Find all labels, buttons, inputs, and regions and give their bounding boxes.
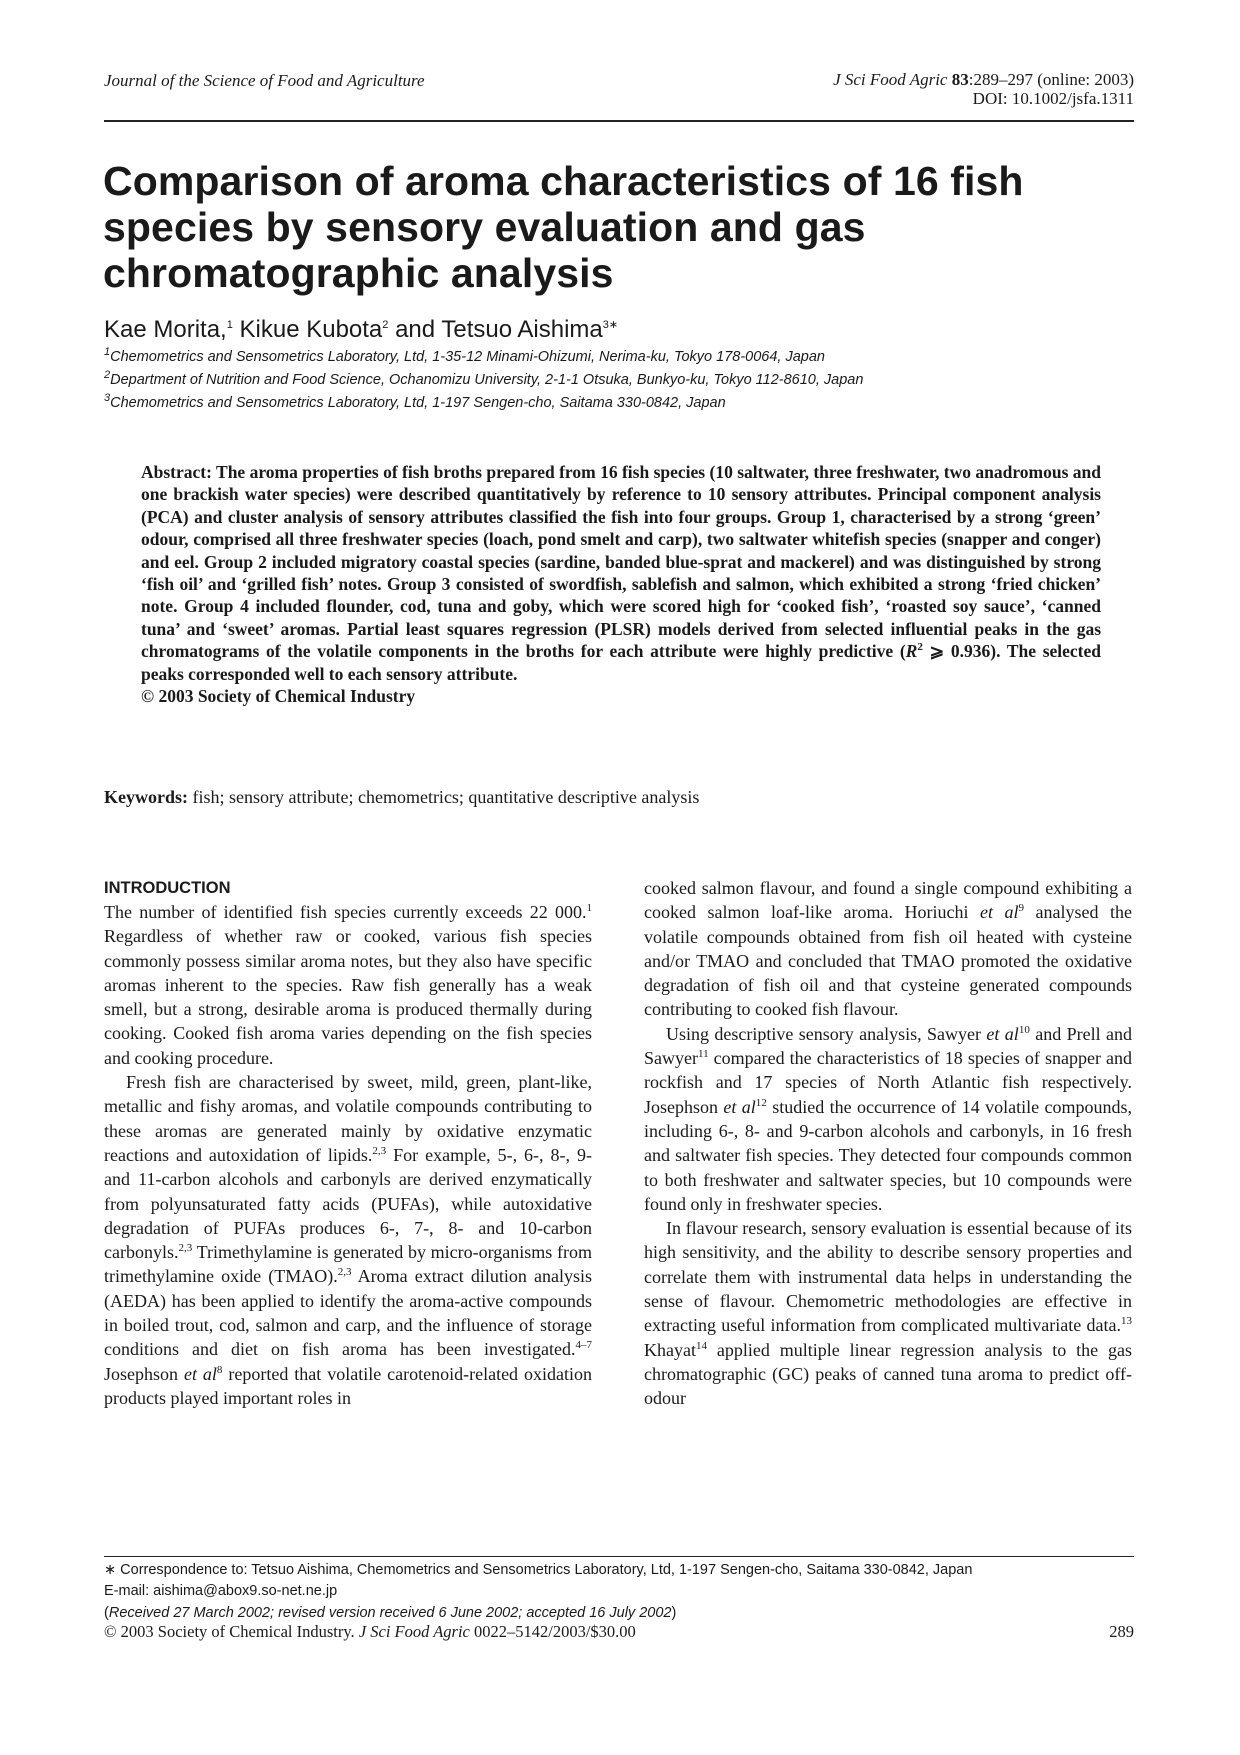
text-run: Trimethylamine is generated by micro-organisms from trimethylamine oxide (TMAO). — [104, 1242, 592, 1287]
author-line — [104, 316, 618, 344]
affiliation-text: Department of Nutrition and Food Science, Ochanomizu University, 2-1-1 Otsuka, Bunkyo-ku, Tokyo 112-8610, Japan — [110, 372, 864, 388]
paragraph — [644, 1022, 1132, 1216]
citation-sup: 1 — [586, 902, 592, 914]
affiliation-3 — [104, 392, 726, 411]
citation-volume: 83 — [951, 70, 969, 89]
citation-sup: 8 — [216, 1363, 223, 1376]
citation-sup: 2,3 — [372, 1144, 387, 1157]
author-sup: 2 — [382, 319, 389, 331]
et-al: et al — [986, 1023, 1019, 1044]
text-run: cooked salmon flavour, and found a single compound exhibiting a cooked salmon loaf-like aroma. Horiuchi — [644, 878, 1132, 923]
et-al: et al — [723, 1096, 756, 1117]
paragraph — [644, 1216, 1132, 1410]
citation-sup: 13 — [1121, 1315, 1132, 1328]
running-header-citation — [833, 70, 1134, 108]
keywords — [104, 787, 699, 808]
body-column-right — [644, 876, 1132, 1411]
abstract-text-end: ⩾ 0.936). The selected peaks corresponded well to each sensory attribute. — [141, 641, 1101, 684]
keywords-label: Keywords: — [104, 787, 188, 807]
section-heading: INTRODUCTION — [104, 879, 231, 897]
correspondence-note: ∗ Correspondence to: Tetsuo Aishima, Chemometrics and Sensometrics Laboratory, Ltd, 1-197 Sengen-cho, Saitama 330-0842, Japan — [104, 1562, 973, 1578]
abstract-copyright: © 2003 Society of Chemical Industry — [141, 686, 416, 707]
text-run: analysed the volatile compounds obtained from fish oil heated with cysteine and/or TMAO and concluded that TMAO promoted the oxidative degradation of fish oil and that cysteine generated compounds contributing to cooked fish flavour. — [644, 902, 1132, 1020]
email-note: E-mail: aishima@abox9.so-net.ne.jp — [104, 1583, 338, 1599]
affiliation-text: Chemometrics and Sensometrics Laboratory, Ltd, 1-197 Sengen-cho, Saitama 330-0842, Japan — [110, 395, 726, 411]
citation-sup: 12 — [755, 1096, 767, 1109]
paragraph — [104, 900, 592, 1070]
footer-issn: 0022–5142/2003/$30.00 — [469, 1622, 636, 1641]
affiliation-2 — [104, 369, 864, 388]
et-al: et al — [979, 902, 1019, 923]
text-run: The number of identified fish species currently exceeds 22 000. — [104, 902, 587, 922]
page-footer-copyright — [104, 1622, 636, 1642]
abstract — [141, 461, 1101, 707]
paragraph — [104, 1070, 592, 1410]
text-run: Regardless of whether raw or cooked, various fish species commonly possess similar aroma notes, but they also have specific aromas inherent to the species. Raw fish generally has a weak smell, but a strong, desirable aroma is produced thermally during cooking. Cooked fish aroma varies depending on the fish species and cooking procedure. — [104, 926, 592, 1068]
text-run: applied multiple linear regression analysis to the gas chromatographic (GC) peaks of canned tuna aroma to predict off-odour — [644, 1339, 1132, 1409]
paragraph-continued — [644, 876, 1132, 1022]
citation-sup: 10 — [1018, 1023, 1030, 1036]
et-al: et al — [183, 1363, 217, 1384]
text-run: Khayat — [644, 1339, 696, 1360]
text-run: reported that volatile carotenoid-related oxidation products played important roles in — [104, 1363, 592, 1408]
r-squared-symbol: R — [905, 641, 918, 662]
text-run: For example, 5-, 6-, 8-, 9- and 11-carbon alcohols and carbonyls are derived enzymatically from polyunsaturated fatty acids (PUFAs), while autoxidative degradation of PUFAs produces 6-, 7-, 8- and 10-carbon carbonyls. — [104, 1144, 592, 1263]
text-run: Josephson — [104, 1363, 184, 1384]
keywords-text: fish; sensory attribute; chemometrics; quantitative descriptive analysis — [188, 787, 700, 807]
r-squared-sup: 2 — [917, 641, 923, 654]
abstract-text: The aroma properties of fish broths prepared from 16 fish species (10 saltwater, three freshwater, two anadromous and one brackish water species) were described quantitatively by reference to 10 sensory attributes. Principal component analysis (PCA) and cluster analysis of sensory attributes classified the fish into four groups. Group 1, characterised by a strong ‘green’ odour, comprised all three freshwater species (loach, pond smelt and carp), two saltwater whitefish species (snapper and conger) and eel. Group 2 included migratory coastal species (sardine, banded blue-sprat and mackerel) and was distinguished by strong ‘fish oil’ and ‘grilled fish’ notes. Group 3 consisted of swordfish, sablefish and salmon, which exhibited a strong ‘fried chicken’ note. Group 4 included flounder, cod, tuna and goby, which were scored high for ‘cooked fish’, ‘roasted soy sauce’, ‘canned tuna’ and ‘sweet’ aromas. Partial least squares regression (PLSR) models derived from selected influential peaks in the gas chromatograms of the volatile components in the broths for each attribute were highly predictive ( — [141, 462, 1101, 662]
paren: ( — [104, 1605, 109, 1621]
text-run: Using descriptive sensory analysis, Sawyer — [666, 1023, 987, 1044]
running-header-journal: Journal of the Science of Food and Agriculture — [104, 71, 425, 90]
doi: DOI: 10.1002/jsfa.1311 — [972, 89, 1134, 108]
text-run: Fresh fish are characterised by sweet, mild, green, plant-like, metallic and fishy aromas, and volatile compounds contributing to these aromas are generated mainly by oxidative enzymatic reactions and autoxidation of lipids. — [104, 1072, 592, 1165]
text-run: studied the occurrence of 14 volatile compounds, including 6-, 8- and 9-carbon alcohols and carbonyls, in 16 fresh and saltwater fish species. They detected four compounds common to both freshwater and saltwater species, but 10 compounds were found only in freshwater species. — [644, 1096, 1132, 1214]
citation-sup: 11 — [697, 1048, 709, 1061]
header-rule — [104, 120, 1134, 122]
affiliation-sup: 3 — [104, 392, 111, 405]
citation-sup: 9 — [1018, 902, 1024, 915]
text-run: compared the characteristics of 18 species of snapper and rockfish and 17 species of North Atlantic fish respectively. Josephson — [644, 1048, 1132, 1117]
author-sup: 3∗ — [602, 319, 619, 331]
footer-journal: J Sci Food Agric — [358, 1622, 470, 1641]
footer-copyright: © 2003 Society of Chemical Industry. — [104, 1622, 359, 1641]
citation-line — [833, 70, 1134, 89]
citation-journal: J Sci Food Agric — [833, 70, 948, 89]
affiliation-sup: 1 — [104, 346, 111, 359]
page-number: 289 — [1109, 1622, 1134, 1641]
author-name: Kae Morita, — [104, 316, 227, 343]
author-sup: 1 — [226, 319, 233, 331]
text-run: and Prell and Sawyer — [644, 1023, 1132, 1069]
affiliation-sup: 2 — [104, 369, 111, 382]
received-dates: Received 27 March 2002; revised version received 6 June 2002; accepted 16 July 2002 — [108, 1605, 672, 1621]
citation-sup: 2,3 — [337, 1266, 352, 1279]
text-run: In flavour research, sensory evaluation is essential because of its high sensitivity, and the ability to describe sensory properties and correlate them with instrumental data helps in understanding the sense of flavour. Chemometric methodologies are effective in extracting useful information from complicated multivariate data. — [644, 1218, 1132, 1336]
affiliation-1 — [104, 346, 825, 365]
article-title: Comparison of aroma characteristics of 16 fish species by sensory evaluation and gas chromatographic analysis — [103, 158, 1024, 296]
author-name: and Tetsuo Aishima — [388, 316, 603, 343]
citation-sup: 4–7 — [575, 1339, 592, 1352]
footnote-rule — [104, 1556, 1134, 1557]
author-name: Kikue Kubota — [232, 316, 383, 343]
text-run: Aroma extract dilution analysis (AEDA) has been applied to identify the aroma-active compounds in boiled trout, cod, salmon and carp, and the influence of storage conditions and diet on fish aroma has been investigated. — [104, 1266, 592, 1360]
citation-sup: 14 — [695, 1339, 707, 1352]
body-column-left — [104, 876, 592, 1410]
citation-sup: 2,3 — [178, 1242, 193, 1255]
paren: ) — [671, 1605, 677, 1621]
citation-pages: :289–297 (online: 2003) — [968, 70, 1134, 89]
abstract-label: Abstract: — [141, 462, 212, 482]
affiliation-text: Chemometrics and Sensometrics Laboratory, Ltd, 1-35-12 Minami-Ohizumi, Nerima-ku, Tokyo 178-0064, Japan — [110, 349, 825, 365]
received-note — [104, 1605, 676, 1621]
